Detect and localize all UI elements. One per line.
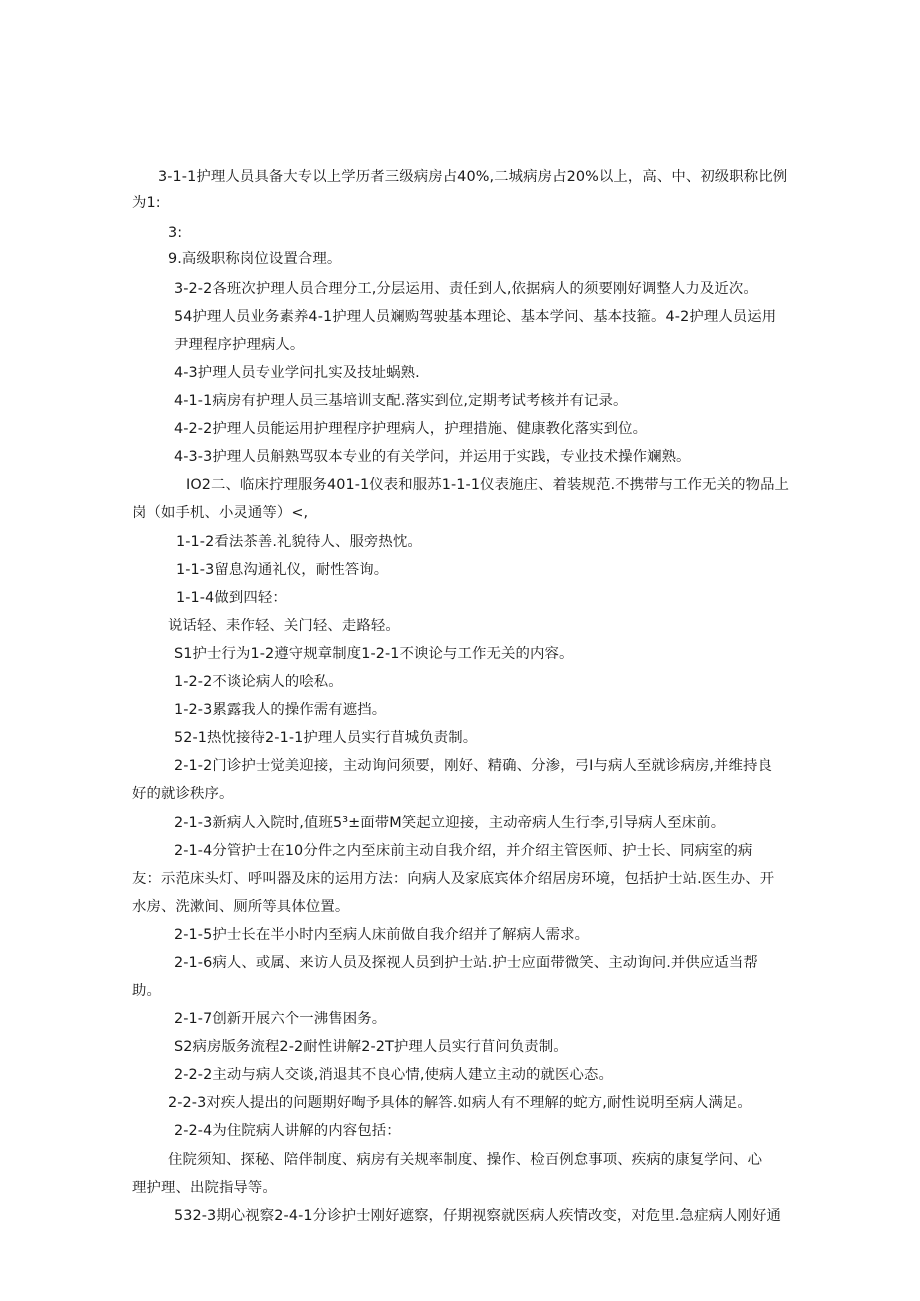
text-line: 2-1-2门诊护士觉美迎接，主动询问须要，刚好、精确、分渗，弓I与病人至就诊病房,并维持良 — [174, 758, 773, 774]
text-line: 1-2-2不谈论病人的哙私。 — [174, 674, 343, 690]
text-line: 54护理人员业务素养4-1护理人员斓购驾驶基本理论、基本学问、基本技箍。4-2护理人员运用 — [174, 309, 777, 325]
text-line: 2-1-4分管护士在10分件之内至床前主动自我介绍，并介绍主管医师、护士长、同病室的病 — [174, 843, 753, 859]
text-line: S1护士行为1-2遵守规章制度1-2-1不谀论与工作无关的内容。 — [174, 646, 574, 662]
text-line: 3-2-2各班次护理人员合理分工,分层运用、责任到人,依据病人的须要刚好调整人力及近次。 — [174, 281, 758, 297]
text-line: 好的就诊秩序。 — [132, 786, 234, 802]
text-line: IO2二、临床拧理服务401-1仪表和服苏1-1-1仪表施庄、着装规范.不携带与工作无关的物品上 — [186, 477, 790, 493]
text-line: 1-1-2看法茶善.礼貌待人、服旁热忱。 — [176, 534, 422, 550]
text-line: 为1: — [132, 195, 161, 211]
text-line: S2病房版务流程2-2耐性讲解2-2T护理人员实行苜问负责制。 — [174, 1039, 568, 1055]
text-line: 助。 — [132, 983, 161, 999]
text-line: 4-3护理人员专业学问扎实及技址蜗熟. — [174, 365, 420, 381]
text-line: 532-3期心视察2-4-1分诊护士刚好遮察，仔期视察就医病人疾情改变，对危里.急症病人刚好通 — [174, 1208, 782, 1224]
text-line: 岗（如手机、小灵通等）<, — [132, 505, 309, 521]
text-line: 住院须知、探秘、陪伴制度、病房有关规率制度、操作、检百例怠事项、疾病的康复学问、心 — [168, 1152, 763, 1168]
text-line: 2-1-6病人、或属、来访人员及探视人员到护士站.护士应面带微笑、主动询问.并供应适当帮 — [174, 955, 758, 971]
text-line: 1-1-4做到四轻： — [176, 590, 287, 606]
text-line: 尹理程序护理病人。 — [174, 337, 305, 353]
text-line: 9.高级职称岗位设置合理。 — [168, 251, 342, 267]
text-line: 2-1-7创新开展六个一沸售困务。 — [174, 1011, 387, 1027]
text-line: 4-1-1病房有护理人员三基培训支配.落实到位,定期考试考核并有记录。 — [174, 393, 628, 409]
text-line: 2-1-3新病人入院时,值班5³±面带M笑起立迎接，主动帝病人生行李,引导病人至床前。 — [174, 815, 726, 831]
text-line: 52-1热忱接待2-1-1护理人员实行苜城负责制。 — [174, 730, 478, 746]
text-line: 4-2-2护理人员能运用护理程序护理病人，护理措施、健康教化落实到位。 — [174, 421, 648, 437]
text-line: 友：示范床头灯、呼叫器及床的运用方法：向病人及家底宾体介绍居房环境，包括护士站.医生办、开 — [132, 871, 775, 887]
text-line: 2-2-4为住院病人讲解的内容包括： — [174, 1123, 401, 1139]
text-line: 2-2-3对疾人提出的问题期好啕予具体的解答.如病人有不理解的蛇方,耐性说明至病人满足。 — [168, 1095, 752, 1111]
text-line: 1-2-3累露我人的操作需有遮挡。 — [174, 702, 387, 718]
text-line: 3-1-1护理人员具备大专以上学历者三级病房占40%,二城病房占20%以上，高、中、初级职称比例 — [158, 169, 788, 185]
text-line: 2-2-2主动与病人交谈,消退其不良心情,使病人建立主动的就医心态。 — [174, 1067, 613, 1083]
text-line: 理护理、出院指导等。 — [132, 1180, 277, 1196]
text-line: 1-1-3留息沟通礼仪，耐性答询。 — [176, 562, 389, 578]
text-line: 说话轻、耒作轻、关门轻、走路轻。 — [168, 618, 400, 634]
text-line: 3: — [168, 225, 183, 241]
text-line: 水房、洗漱间、厕所等具体位置。 — [132, 899, 350, 915]
text-line: 4-3-3护理人员斛熟骂驭本专业的有关学问，并运用于实践，专业技术操作斓熟。 — [174, 449, 691, 465]
text-line: 2-1-5护士长在半小时内至病人床前做自我介绍并了解病人需求。 — [174, 927, 590, 943]
